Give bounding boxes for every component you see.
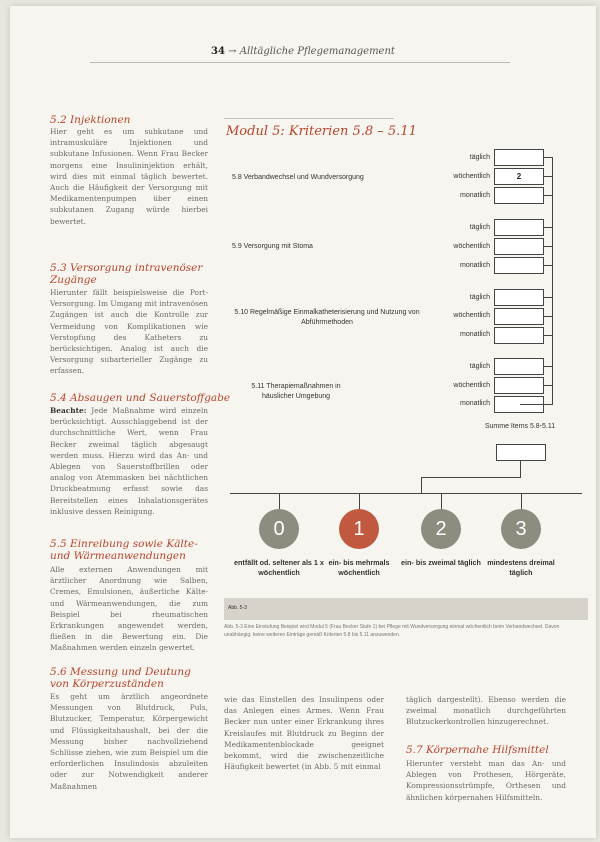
box-5-8-daily: [494, 149, 544, 166]
box-5-9-monthly: [494, 257, 544, 274]
bracket-line: [544, 176, 552, 177]
score-circle-0: 0: [259, 509, 299, 549]
score-circle-3: 3: [501, 509, 541, 549]
bracket-line: [544, 227, 552, 228]
figure-label: Abb. 5-3: [228, 605, 247, 611]
bracket-line: [544, 366, 552, 367]
header-separator: →: [228, 46, 237, 57]
document-page: [10, 6, 596, 838]
summe-connector: [421, 477, 422, 493]
header-rule: [90, 62, 510, 63]
box-5-9-weekly: [494, 238, 544, 255]
bracket-line: [544, 195, 552, 196]
criterion-5-10-label: 5.10 Regelmäßige Einmalkatheterisierung und Nutzung von Abführmethoden: [234, 309, 420, 326]
freq-daily-4: täglich: [469, 363, 490, 370]
bracket-line: [544, 385, 552, 386]
bracket-line: [544, 157, 552, 158]
section-text-zugaenge: Hierunter fällt beispielsweise die Port-Versorgung. Im Umgang mit intravenösen Zugängen ist auch die Kontrolle zur Vermeidung von Komplikationen wie Verstopfung des Katheters zu berücksichtigen. Analog ist auch die Versorgung subarterieller Zugänge zu erfassen.: [50, 288, 208, 376]
criterion-5-8-label: 5.8 Verbandwechsel und Wundversorgung: [232, 174, 364, 181]
box-5-10-weekly: [494, 308, 544, 325]
bottom-col3-text2: Hierunter versteht man das An- und Ablegen von Prothesen, Hörgeräte, Kompressionsstrümpfe, Orthesen und ähnlichen körpernahen Hilfsmitteln.: [406, 759, 566, 802]
section-title-injektionen: 5.2 Injektionen: [50, 114, 131, 126]
figure-label-bar: [224, 598, 588, 620]
summe-connector: [520, 461, 521, 477]
bracket-join: [520, 404, 552, 405]
diagram-rule: [224, 118, 394, 119]
bracket-line: [544, 335, 552, 336]
freq-weekly-1: wöchentlich: [453, 173, 490, 180]
section-title-zugaenge: 5.3 Versorgung intravenöser Zugänge: [50, 262, 203, 286]
box-5-10-daily: [494, 289, 544, 306]
box-5-11-daily: [494, 358, 544, 375]
box-5-9-daily: [494, 219, 544, 236]
running-title: Alltägliche Pflegemanagement: [239, 46, 395, 57]
box-5-8-weekly: 2: [494, 168, 544, 185]
freq-daily-1: täglich: [469, 154, 490, 161]
bracket-vertical: [552, 157, 553, 405]
bracket-line: [544, 265, 552, 266]
bottom-col3-text: täglich dargestellt). Ebenso werden die zweimal monatlich durchgeführten Blutzuckerkontrollen hinzugerechnet.: [406, 695, 566, 727]
freq-monthly-1: monatlich: [460, 192, 490, 199]
section-title-einreibung: 5.5 Einreibung sowie Kälte- und Wärmeanwendungen: [50, 538, 198, 562]
section-text-absaugen-body: Jede Maßnahme wird einzeln berücksichtigt. Ausschlaggebend ist der durchschnittliche Wert, wenn Frau Becker zweimal täglich abgesaugt werden muss. Hierzu wird das An- und Ablegen von Sauerstoffbrillen oder analog von Atemmasken bei nächtlichen Druckbeatmung erfasst sowie das Bereitstellen eines Inhalationsgerätes inklusive dessen Reinigung.: [50, 406, 208, 516]
section-text-absaugen: [50, 405, 208, 540]
box-5-10-monthly: [494, 327, 544, 344]
score-circle-1: 1: [339, 509, 379, 549]
bottom-col2-text: wie das Einstellen des Insulinpens oder das Anlegen eines Armes. Wenn Frau Becker nun unter einer Erkrankung ihres Kreislaufes mit Blutdruck zu Beginn der Medikamentenblockade geeignet bekommt, wird die zwischenzeitliche Häufigkeit bewertet (in Abb. 5 mit einmal: [224, 695, 384, 772]
score-text-3: mindestens dreimal täglich: [487, 558, 555, 577]
freq-weekly-2: wöchentlich: [453, 243, 490, 250]
figure-caption: Abb. 5-3 Eine Einstufung Beispiel wird Modul 5 (Frau Becker Stufe 1) bei Pflege mit Wundversorgung einmal wöchentlich beim Verbandwechsel. Davon unabhängig: keine weiteren Einträge gemäß Kriterien 5.8 bis 5.11 anzuwenden.: [224, 624, 560, 638]
freq-weekly-3: wöchentlich: [453, 312, 490, 319]
freq-monthly-2: monatlich: [460, 262, 490, 269]
freq-daily-2: täglich: [469, 224, 490, 231]
section-title-absaugen: 5.4 Absaugen und Sauerstoffgabe: [50, 392, 231, 404]
section-text-messung: Es geht um ärztlich angeordnete Messungen von Blutdruck, Puls, Blutzucker, Temperatur, Körpergewicht und Flüssigkeitshaushalt, bei der die Messung bisher nachvollziehend Schlüsse ziehen, wie zum Beispiel um die erforderlichen Insulindosis abzuleiten oder zur Notwendigkeit anderer Maßnahmen: [50, 692, 208, 791]
score-spanner-line: [230, 493, 582, 494]
score-tick: [279, 493, 280, 509]
summe-label: Summe Items 5.8-5.11: [484, 423, 556, 430]
freq-daily-3: täglich: [469, 294, 490, 301]
box-5-11-weekly: [494, 377, 544, 394]
freq-monthly-3: monatlich: [460, 331, 490, 338]
page-number: 34: [211, 46, 225, 57]
score-text-0: entfällt od. seltener als 1 x wöchentlich: [234, 558, 324, 577]
section-text-einreibung: Alle externen Anwendungen mit ärztlicher Anordnung wie Salben, Cremes, Emulsionen, äußerliche Kälte- und Wärmeanwendungen, die zum Beispiel bei rheumatischen Erkrankungen angewendet werden, fließen in die Bewertung ein. Die Maßnahmen werden einzeln gewertet.: [50, 565, 208, 653]
freq-monthly-4: monatlich: [460, 400, 490, 407]
bracket-line: [544, 246, 552, 247]
bracket-line: [544, 297, 552, 298]
diagram-title: Modul 5: Kriterien 5.8 – 5.11: [226, 124, 417, 139]
criterion-5-9-label: 5.9 Versorgung mit Stoma: [232, 243, 313, 250]
score-tick: [359, 493, 360, 509]
score-text-2: ein- bis zweimal täglich: [401, 558, 481, 567]
criterion-5-11-label: 5.11 Therapiemaßnahmen in häuslicher Umgebung: [251, 383, 341, 400]
section-text-injektionen: Hier geht es um subkutane und intramuskuläre Injektionen und subkutane Infusionen. Wenn Frau Becker morgens eine Insulininjektion erhält, wird dies mit einmal täglich bewertet. Auch die Häufigkeit der Versorgung mit Medikamentenpumpen über einen subkutanen Zugang würde hierbei bewertet.: [50, 127, 208, 226]
freq-weekly-4: wöchentlich: [453, 382, 490, 389]
section-title-hilfsmittel: 5.7 Körpernahe Hilfsmittel: [406, 744, 549, 756]
running-head: [10, 46, 596, 57]
beachte-label: Beachte:: [50, 406, 87, 415]
score-tick: [441, 493, 442, 509]
summe-connector: [421, 477, 521, 478]
bracket-line: [544, 316, 552, 317]
summe-box: [496, 444, 546, 461]
score-tick: [521, 493, 522, 509]
score-text-1: ein- bis mehrmals wöchentlich: [328, 558, 390, 577]
box-5-8-monthly: [494, 187, 544, 204]
section-title-messung: 5.6 Messung und Deutung von Körperzuständen: [50, 666, 191, 690]
score-circle-2: 2: [421, 509, 461, 549]
